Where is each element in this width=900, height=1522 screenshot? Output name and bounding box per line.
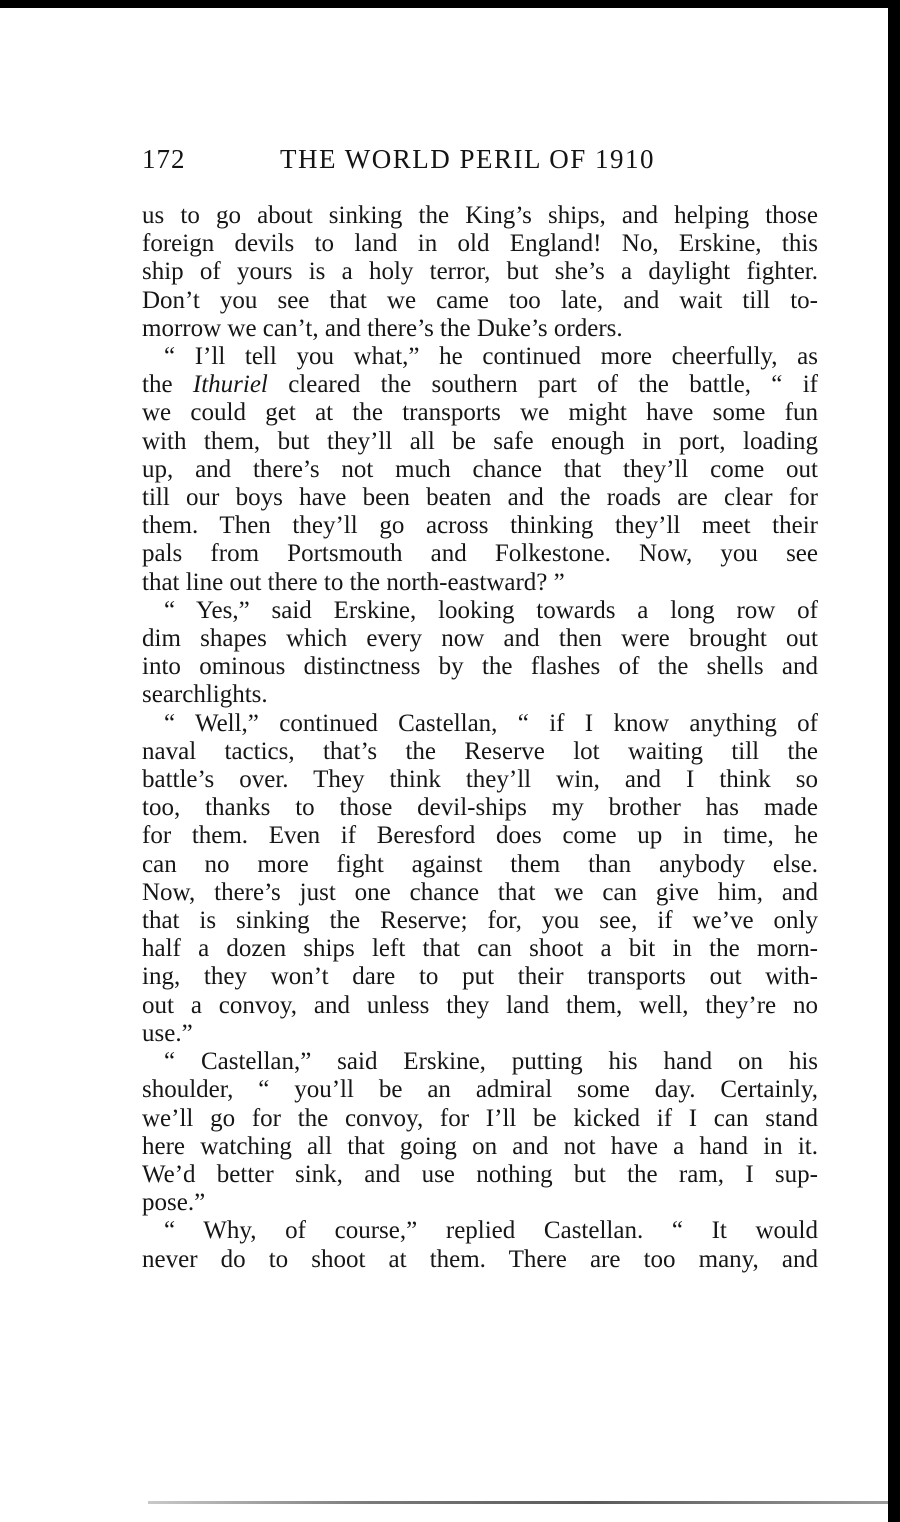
text-line: too, thanks to those devil-ships my brother has made	[142, 794, 818, 822]
text-line: naval tactics, that’s the Reserve lot waiting till the	[142, 737, 818, 765]
text-line: half a dozen ships left that can shoot a bit in the morn-	[142, 935, 818, 963]
running-head	[142, 144, 690, 184]
text-segment: the	[142, 371, 193, 399]
text-line: till our boys have been beaten and the roads are clear for	[142, 484, 818, 512]
text-line: “ Castellan,” said Erskine, putting his hand on his	[164, 1048, 818, 1076]
page-number: 172	[142, 144, 186, 174]
text-line: use.”	[142, 1019, 193, 1047]
text-line: shoulder, “ you’ll be an admiral some day. Certainly,	[142, 1076, 818, 1104]
text-line: “ I’ll tell you what,” he continued more cheerfully, as	[164, 343, 818, 371]
text-line: ing, they won’t dare to put their transports out with-	[142, 963, 818, 991]
text-line: into ominous distinctness by the flashes of the shells and	[142, 653, 818, 681]
text-line: out a convoy, and unless they land them, well, they’re no	[142, 991, 818, 1019]
text-line: foreign devils to land in old England! No, Erskine, this	[142, 230, 818, 258]
body-text	[142, 202, 818, 1274]
text-line: here watching all that going on and not have a hand in it.	[142, 1132, 818, 1160]
text-line: searchlights.	[142, 681, 268, 709]
text-line: pose.”	[142, 1189, 206, 1217]
text-line: “ Yes,” said Erskine, looking towards a long row of	[164, 596, 818, 624]
text-line: Don’t you see that we came too late, and wait till to-	[142, 286, 818, 314]
text-line: can no more fight against them than anybody else.	[142, 850, 818, 878]
book-page	[0, 8, 888, 1522]
text-line: up, and there’s not much chance that they’ll come out	[142, 455, 818, 483]
text-line: morrow we can’t, and there’s the Duke’s orders.	[142, 314, 623, 342]
text-line: us to go about sinking the King’s ships, and helping those	[142, 202, 818, 229]
text-line: “ Why, of course,” replied Castellan. “ It would	[164, 1217, 818, 1245]
scan-border	[888, 0, 900, 1522]
text-line: them. Then they’ll go across thinking they’ll meet their	[142, 512, 818, 540]
ship-name: Ithuriel	[192, 371, 268, 399]
text-line: that is sinking the Reserve; for, you see, if we’ve only	[142, 907, 818, 935]
text-line	[142, 371, 818, 399]
text-line: dim shapes which every now and then were brought out	[142, 625, 818, 653]
text-line: We’d better sink, and use nothing but the ram, I sup-	[142, 1160, 818, 1188]
text-line: with them, but they’ll all be safe enough in port, loading	[142, 427, 818, 455]
text-line: ship of yours is a holy terror, but she’s a daylight fighter.	[142, 258, 818, 286]
text-line: battle’s over. They think they’ll win, and I think so	[142, 766, 818, 794]
text-line: pals from Portsmouth and Folkestone. Now, you see	[142, 540, 818, 568]
text-line: “ Well,” continued Castellan, “ if I know anything of	[164, 709, 818, 737]
running-title: THE WORLD PERIL OF 1910	[280, 144, 655, 174]
text-line: never do to shoot at them. There are too many, and	[142, 1245, 818, 1273]
bottom-edge-rule	[148, 1501, 888, 1504]
text-line: for them. Even if Beresford does come up in time, he	[142, 822, 818, 850]
text-line: that line out there to the north-eastward? ”	[142, 568, 565, 596]
text-line: Now, there’s just one chance that we can give him, and	[142, 878, 818, 906]
text-line: we’ll go for the convoy, for I’ll be kicked if I can stand	[142, 1104, 818, 1132]
text-segment: cleared the southern part of the battle, “ if	[267, 371, 818, 399]
text-line: we could get at the transports we might have some fun	[142, 399, 818, 427]
